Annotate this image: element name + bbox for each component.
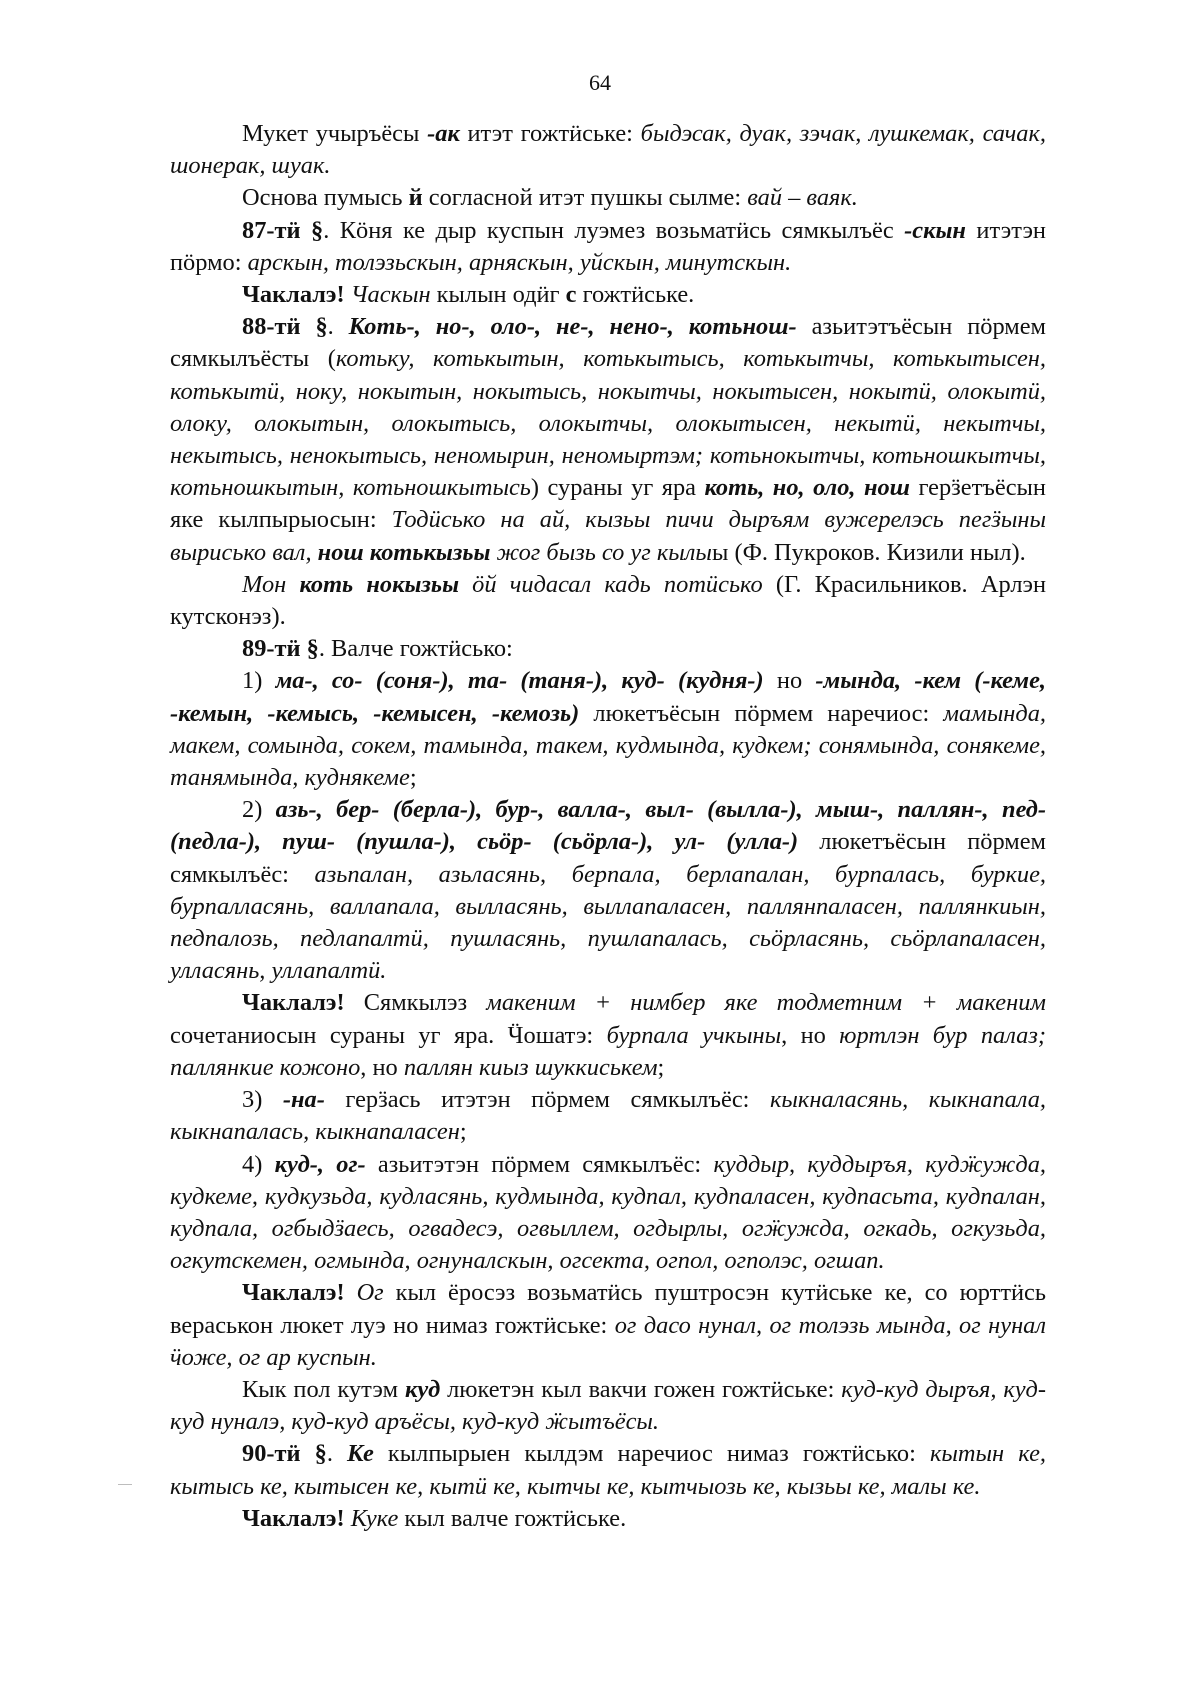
text-run: кыл ёросэз возьматӥсь пуштросэн кутӥське ке, со юрттӥсь вераськон люкет луэ но нимаз гожтӥське:: [170, 1279, 1046, 1339]
text-run: Часкын: [350, 281, 431, 309]
text-run: Чаклалэ!: [242, 281, 345, 309]
text-run: [345, 1279, 357, 1306]
text-run: 4): [242, 1150, 275, 1178]
text-run: куд-, ог-: [274, 1150, 366, 1178]
text-run: -ак: [427, 120, 460, 147]
text-run: , но: [781, 1021, 840, 1049]
text-run: Коть-, но-, оло-, не-, нено-, котьнош-: [348, 313, 797, 341]
text-run: Куке: [350, 1504, 399, 1532]
text-run: азьпалан, азьласянь, берпала, берлапалан, бурпалась, буркие, бурпалласянь, валлапала, вылласянь, выллапаласен, паллянпаласен, паллянкиын, педпалозь, педлапалтӥ, пушласянь, пушлапалась, сьӧрласянь, сьӧрлапаласен, улласянь, уллапалтӥ.: [170, 860, 1046, 985]
paragraph-5: [170, 311, 1046, 569]
text-run: нош котькызьы: [317, 538, 491, 566]
text-run: . Кӧня ке дыр куспын луэмез возьматӥсь сямкылъёс: [323, 216, 905, 244]
text-run: кылпырыен кылдэм наречиос нимаз гожтӥсько:: [373, 1440, 930, 1468]
text-run: азь-, бер- (берла-), бур-, валла-, выл- (вылла-), мыш-, паллян-, пед- (педла-), пуш- (пушла-), сьӧр- (сьӧрла-), ул- (улла-): [170, 796, 1047, 856]
text-run: коть, но, оло, нош: [704, 474, 910, 502]
text-run: люкетъёсын пӧрмем наречиос:: [579, 699, 944, 727]
text-run: котьку, котькытын, котькытысь, котькытчы, котькытысен, котькытӥ, ноку, нокытын, нокытысь, нокытчы, нокытысен, нокытӥ, олокытӥ, олоку, олокытын, олокытысь, олокытчы, олокытысен, некытӥ, некытчы, некытысь, ненокытысь, неномырин, неномыртэм; котьнокытчы, котьношкытчы, котьношкытын, котьношкытысь: [170, 345, 1046, 502]
text-run: ;: [459, 1118, 467, 1146]
text-run: Сямкылэз: [344, 989, 487, 1017]
text-run: . Валче гожтӥсько:: [318, 635, 513, 663]
text-run: арскын, толэзьскын, арняскын, уйскын, минутскын.: [247, 248, 792, 276]
text-run: кылын одӥг: [430, 281, 566, 309]
text-run: макеним + нимбер яке тодметним + макеним: [486, 989, 1046, 1017]
text-run: Кык пол кутэм: [242, 1375, 405, 1403]
text-run: Ог: [356, 1279, 384, 1307]
text-run: куд: [404, 1375, 441, 1403]
text-run: кыкналасянь, кыкнапала, кыкнапалась, кыкнапаласен: [170, 1086, 1047, 1146]
text-run: -мында, -кем (-кеме, -кемын, -кемысь, -кемысен, -кемозь): [170, 667, 1046, 727]
paragraph-2: [170, 182, 1046, 214]
text-run: 88-тӥ §: [242, 313, 328, 341]
paragraph-11: [170, 1084, 1046, 1148]
text-run: .: [327, 313, 349, 341]
text-run: й: [408, 184, 423, 212]
text-run: герӟетъёсын яке кылпырыосын:: [170, 474, 1046, 534]
paragraph-9: [170, 794, 1046, 987]
text-run: сочетаниосын сураны уг яра. Ӵошатэ:: [170, 1021, 607, 1049]
document-body: [170, 118, 1046, 1535]
paragraph-10: [170, 987, 1046, 1084]
text-run: куддыр, куддыръя, кудӝужда, кудкеме, кудкузьда, кудласянь, кудмында, кудпал, кудпаласен, кудпасьта, кудпалан, кудпала, огбыдӟаесь, огвадесэ, огвыллем, огдырлы, огӝужда, огкадь, огкузьда, огкутскемен, огмында, огнуналскын, огсекта, огпол, огполэс, огшап.: [170, 1150, 1046, 1275]
text-run: -скын: [904, 216, 966, 244]
paragraph-13: [170, 1277, 1046, 1374]
text-run: Тодӥсько на ай, кызьы пичи дыръям вужерелэсь пегӟыны вырисько вал,: [170, 506, 1046, 566]
text-run: ) сураны уг яра: [530, 474, 705, 502]
text-run: ма-, со- (соня-), та- (таня-), куд- (кудня-): [275, 667, 764, 695]
text-run: Мон: [242, 570, 300, 598]
text-run: Мукет учыръёсы: [242, 120, 428, 147]
paragraph-16: [170, 1503, 1046, 1535]
text-run: коть нокызьы: [299, 570, 459, 598]
page-number: 64: [589, 70, 611, 95]
text-run: с: [565, 281, 577, 309]
text-run: 3): [242, 1086, 283, 1114]
text-run: ;: [657, 1053, 665, 1081]
text-run: 2): [242, 796, 276, 824]
text-run: , но: [360, 1053, 404, 1081]
text-run: ;: [409, 764, 417, 792]
margin-mark: [118, 1484, 132, 1485]
text-run: люкетъёсын пӧрмем сямкылъёс:: [170, 828, 1046, 888]
paragraph-4: [170, 279, 1046, 311]
text-run: мамында, макем, сомында, сокем, тамында, такем, кудмында, кудкем; сонямында, сонякеме, танямында, куднякеме: [170, 699, 1046, 792]
paragraph-15: [170, 1438, 1046, 1502]
text-run: герӟась итэтэн пӧрмем сямкылъёс:: [324, 1086, 770, 1114]
text-run: кытын ке, кытысь ке, кытысен ке, кытӥ ке, кытчы ке, кытчыозь ке, кызьы ке, малы ке.: [170, 1440, 1046, 1500]
text-run: азьитэтъёсын пӧрмем сямкылъёсты (: [170, 313, 1046, 373]
text-run: 87-тӥ §: [242, 216, 324, 244]
paragraph-12: [170, 1149, 1046, 1278]
text-run: но: [763, 667, 816, 695]
text-run: ӧй чидасал кадь потӥсько: [459, 570, 763, 598]
text-run: вай – ваяк.: [747, 184, 858, 212]
paragraph-8: [170, 665, 1046, 794]
text-run: Чаклалэ!: [242, 989, 345, 1017]
text-run: итэт гожтӥське:: [459, 120, 641, 147]
text-run: люкетэн кыл вакчи гожен гожтӥське:: [440, 1375, 842, 1403]
text-run: 1): [242, 667, 276, 695]
text-run: согласной итэт пушкы сылме:: [422, 184, 748, 212]
paragraph-6: [170, 569, 1046, 633]
text-run: итэтэн пӧрмо:: [170, 216, 1046, 276]
text-run: быдэсак, дуак, зэчак, лушкемак, сачак, шонерак, шуак.: [170, 120, 1046, 180]
text-run: 89-тӥ §: [242, 635, 319, 663]
text-run: -на-: [282, 1086, 325, 1114]
paragraph-3: [170, 215, 1046, 279]
text-run: ог дасо нунал, ог толэзь мында, ог нунал ӵоже, ог ар куспын.: [170, 1311, 1046, 1371]
text-run: юртлэн бур палаз; паллянкие кожоно: [170, 1021, 1046, 1081]
text-run: 90-тӥ §: [242, 1440, 327, 1468]
text-run: .: [326, 1440, 348, 1468]
text-run: Основа пумысь: [242, 184, 409, 212]
text-run: (Г. Красильников. Арлэн кутсконэз).: [170, 570, 1047, 631]
text-run: кыл валче гожтӥське.: [398, 1504, 627, 1532]
text-run: жог бызь со уг кылы: [490, 538, 712, 566]
text-run: Чаклалэ!: [242, 1504, 345, 1532]
text-run: паллян киыз шуккиськем: [403, 1053, 658, 1081]
text-run: гожтӥське.: [576, 281, 695, 309]
paragraph-1: [170, 118, 1046, 182]
text-run: ы (Ф. Пукроков. Кизили ныл).: [711, 538, 1026, 566]
text-run: Ке: [347, 1440, 374, 1468]
paragraph-14: [170, 1374, 1046, 1438]
text-run: азьитэтэн пӧрмем сямкылъёс:: [365, 1150, 714, 1178]
text-run: Чаклалэ!: [242, 1279, 345, 1307]
text-run: бурпала учкыны: [606, 1021, 782, 1049]
paragraph-7: [170, 633, 1046, 665]
text-run: куд-куд дыръя, куд-куд нуналэ, куд-куд аръёсы, куд-куд ӝытъёсы.: [170, 1375, 1046, 1436]
